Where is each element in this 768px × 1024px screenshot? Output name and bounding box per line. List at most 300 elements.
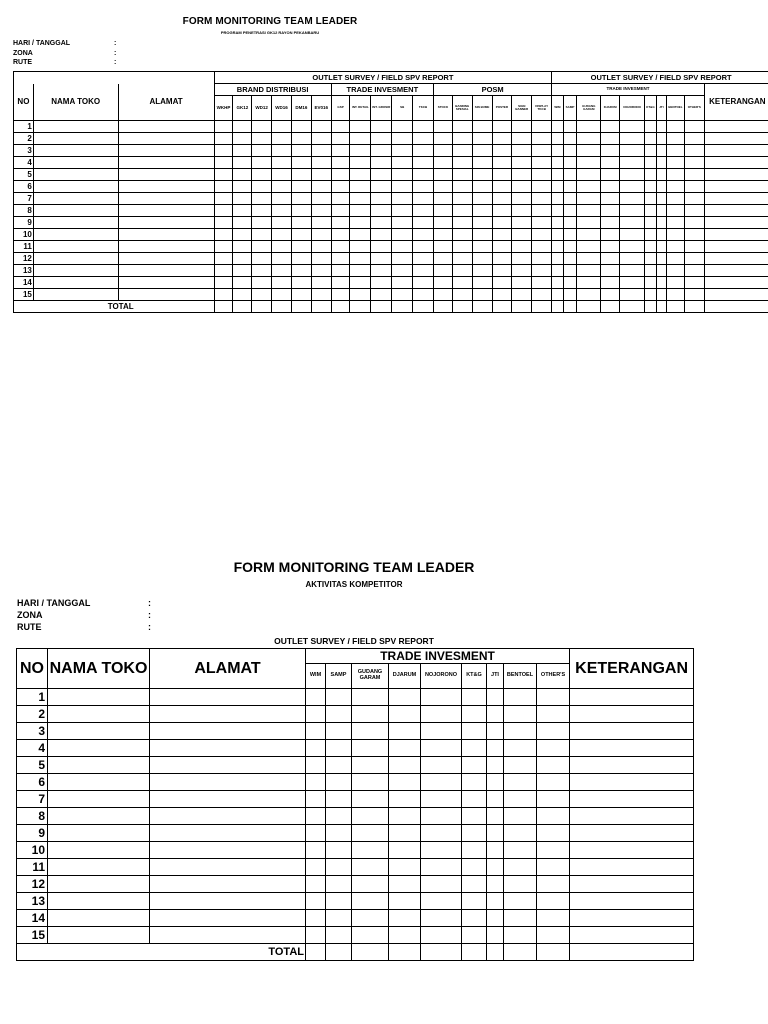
form1-cell[interactable]	[392, 217, 413, 229]
form1-cell[interactable]	[563, 205, 577, 217]
form1-cell[interactable]	[577, 253, 601, 265]
form1-cell[interactable]	[704, 253, 768, 265]
form1-cell[interactable]	[620, 217, 645, 229]
form1-cell[interactable]	[434, 217, 453, 229]
form1-cell[interactable]	[350, 145, 371, 157]
form1-cell[interactable]	[563, 133, 577, 145]
form1-cell[interactable]	[512, 133, 532, 145]
form2-cell[interactable]	[150, 774, 306, 791]
form1-cell[interactable]	[33, 133, 118, 145]
form1-cell[interactable]	[214, 157, 233, 169]
form2-cell[interactable]	[48, 893, 150, 910]
form1-cell[interactable]	[704, 289, 768, 301]
form1-cell[interactable]	[252, 229, 272, 241]
form1-cell[interactable]	[371, 205, 392, 217]
form1-cell[interactable]	[413, 121, 434, 133]
form1-cell[interactable]	[233, 205, 252, 217]
form2-cell[interactable]	[326, 910, 352, 927]
form1-cell[interactable]	[452, 169, 472, 181]
form1-cell[interactable]	[33, 157, 118, 169]
form1-cell[interactable]	[452, 253, 472, 265]
form1-cell[interactable]	[577, 157, 601, 169]
form1-cell[interactable]	[291, 265, 311, 277]
form1-cell[interactable]	[350, 217, 371, 229]
form1-cell[interactable]	[272, 253, 292, 265]
form1-cell[interactable]	[371, 241, 392, 253]
form2-cell[interactable]	[421, 757, 462, 774]
form1-cell[interactable]	[512, 205, 532, 217]
form1-cell[interactable]	[645, 169, 656, 181]
form1-cell[interactable]	[552, 277, 563, 289]
form2-cell[interactable]	[570, 723, 694, 740]
form1-cell[interactable]	[118, 157, 214, 169]
form1-cell[interactable]	[33, 145, 118, 157]
form2-cell[interactable]	[352, 689, 389, 706]
form2-cell[interactable]	[326, 893, 352, 910]
form2-cell[interactable]	[537, 825, 570, 842]
form2-cell[interactable]	[487, 723, 504, 740]
form1-cell[interactable]	[512, 241, 532, 253]
form1-cell[interactable]	[350, 181, 371, 193]
form1-cell[interactable]	[214, 145, 233, 157]
form1-total-cell[interactable]	[214, 301, 233, 313]
form2-cell[interactable]	[504, 774, 537, 791]
form1-cell[interactable]	[331, 229, 350, 241]
form2-cell[interactable]	[421, 740, 462, 757]
form1-cell[interactable]	[118, 169, 214, 181]
form1-cell[interactable]	[645, 253, 656, 265]
form2-cell[interactable]	[487, 706, 504, 723]
form1-cell[interactable]	[492, 193, 512, 205]
form1-cell[interactable]	[563, 169, 577, 181]
form2-cell[interactable]	[537, 859, 570, 876]
form1-cell[interactable]	[434, 133, 453, 145]
form1-cell[interactable]	[667, 253, 685, 265]
form2-cell[interactable]	[389, 825, 421, 842]
form1-cell[interactable]	[272, 205, 292, 217]
form1-cell[interactable]	[656, 181, 666, 193]
form1-cell[interactable]	[350, 205, 371, 217]
form1-cell[interactable]	[601, 229, 620, 241]
form1-cell[interactable]	[552, 241, 563, 253]
form2-cell[interactable]	[352, 774, 389, 791]
form1-cell[interactable]	[552, 205, 563, 217]
form1-cell[interactable]	[452, 277, 472, 289]
form1-cell[interactable]	[684, 181, 704, 193]
form1-cell[interactable]	[33, 277, 118, 289]
form1-cell[interactable]	[601, 181, 620, 193]
form2-cell[interactable]	[150, 927, 306, 944]
form2-cell[interactable]	[537, 791, 570, 808]
form2-cell[interactable]	[48, 706, 150, 723]
form1-cell[interactable]	[331, 265, 350, 277]
form2-cell[interactable]	[306, 842, 326, 859]
form1-cell[interactable]	[656, 121, 666, 133]
form2-cell[interactable]	[306, 876, 326, 893]
form1-total-cell[interactable]	[434, 301, 453, 313]
form1-cell[interactable]	[601, 241, 620, 253]
form1-cell[interactable]	[350, 265, 371, 277]
form1-cell[interactable]	[272, 277, 292, 289]
form2-cell[interactable]	[504, 842, 537, 859]
form1-cell[interactable]	[331, 253, 350, 265]
form2-cell[interactable]	[306, 689, 326, 706]
form1-cell[interactable]	[645, 241, 656, 253]
form2-cell[interactable]	[352, 791, 389, 808]
form1-total-cell[interactable]	[704, 301, 768, 313]
form2-cell[interactable]	[537, 876, 570, 893]
form2-cell[interactable]	[352, 876, 389, 893]
form1-cell[interactable]	[452, 241, 472, 253]
form1-cell[interactable]	[552, 193, 563, 205]
form1-cell[interactable]	[601, 121, 620, 133]
form1-cell[interactable]	[492, 229, 512, 241]
form1-cell[interactable]	[552, 121, 563, 133]
form1-cell[interactable]	[118, 145, 214, 157]
form1-cell[interactable]	[392, 289, 413, 301]
form1-cell[interactable]	[492, 289, 512, 301]
form2-cell[interactable]	[462, 910, 487, 927]
form1-cell[interactable]	[472, 277, 492, 289]
form1-cell[interactable]	[452, 145, 472, 157]
form2-cell[interactable]	[326, 757, 352, 774]
form1-cell[interactable]	[331, 157, 350, 169]
form1-total-cell[interactable]	[233, 301, 252, 313]
form1-cell[interactable]	[620, 229, 645, 241]
form1-total-cell[interactable]	[392, 301, 413, 313]
form1-cell[interactable]	[704, 181, 768, 193]
form1-cell[interactable]	[214, 121, 233, 133]
form1-cell[interactable]	[371, 277, 392, 289]
form2-cell[interactable]	[48, 859, 150, 876]
form1-cell[interactable]	[350, 277, 371, 289]
form2-cell[interactable]	[306, 859, 326, 876]
form1-cell[interactable]	[413, 253, 434, 265]
form2-cell[interactable]	[504, 825, 537, 842]
form1-cell[interactable]	[252, 133, 272, 145]
form1-cell[interactable]	[563, 253, 577, 265]
form1-cell[interactable]	[684, 277, 704, 289]
form2-cell[interactable]	[389, 740, 421, 757]
form1-cell[interactable]	[704, 205, 768, 217]
form1-cell[interactable]	[472, 157, 492, 169]
form1-cell[interactable]	[434, 193, 453, 205]
form1-cell[interactable]	[413, 145, 434, 157]
form1-cell[interactable]	[684, 289, 704, 301]
form1-cell[interactable]	[350, 133, 371, 145]
form2-cell[interactable]	[421, 774, 462, 791]
form2-cell[interactable]	[487, 876, 504, 893]
form2-cell[interactable]	[504, 706, 537, 723]
form1-cell[interactable]	[118, 181, 214, 193]
form2-cell[interactable]	[150, 723, 306, 740]
form2-total-cell[interactable]	[462, 944, 487, 961]
form1-cell[interactable]	[214, 205, 233, 217]
form2-cell[interactable]	[352, 757, 389, 774]
form1-total-cell[interactable]	[563, 301, 577, 313]
form1-cell[interactable]	[645, 121, 656, 133]
form2-cell[interactable]	[504, 808, 537, 825]
form1-cell[interactable]	[601, 157, 620, 169]
form1-cell[interactable]	[214, 241, 233, 253]
form1-cell[interactable]	[252, 241, 272, 253]
form1-cell[interactable]	[434, 241, 453, 253]
form1-cell[interactable]	[272, 121, 292, 133]
form2-cell[interactable]	[389, 723, 421, 740]
form1-cell[interactable]	[684, 217, 704, 229]
form1-cell[interactable]	[656, 145, 666, 157]
form2-cell[interactable]	[570, 825, 694, 842]
form1-cell[interactable]	[452, 157, 472, 169]
form1-cell[interactable]	[452, 205, 472, 217]
form2-cell[interactable]	[326, 723, 352, 740]
form2-cell[interactable]	[48, 910, 150, 927]
form2-cell[interactable]	[389, 757, 421, 774]
form2-cell[interactable]	[389, 706, 421, 723]
form2-cell[interactable]	[352, 927, 389, 944]
form2-cell[interactable]	[352, 808, 389, 825]
form1-cell[interactable]	[492, 181, 512, 193]
form2-cell[interactable]	[150, 893, 306, 910]
form2-cell[interactable]	[48, 927, 150, 944]
form1-cell[interactable]	[33, 289, 118, 301]
form1-cell[interactable]	[331, 289, 350, 301]
form1-cell[interactable]	[472, 265, 492, 277]
form1-cell[interactable]	[577, 241, 601, 253]
form1-cell[interactable]	[33, 229, 118, 241]
form1-cell[interactable]	[33, 121, 118, 133]
form1-cell[interactable]	[331, 205, 350, 217]
form1-cell[interactable]	[392, 265, 413, 277]
form1-cell[interactable]	[656, 241, 666, 253]
form1-cell[interactable]	[371, 157, 392, 169]
form2-cell[interactable]	[537, 893, 570, 910]
form1-cell[interactable]	[350, 193, 371, 205]
form2-total-cell[interactable]	[504, 944, 537, 961]
form1-cell[interactable]	[492, 145, 512, 157]
form2-cell[interactable]	[462, 893, 487, 910]
form1-cell[interactable]	[371, 145, 392, 157]
form1-cell[interactable]	[233, 229, 252, 241]
form1-cell[interactable]	[452, 229, 472, 241]
form1-cell[interactable]	[434, 157, 453, 169]
form1-cell[interactable]	[392, 133, 413, 145]
form1-cell[interactable]	[452, 193, 472, 205]
form1-cell[interactable]	[656, 265, 666, 277]
form1-cell[interactable]	[472, 229, 492, 241]
form1-cell[interactable]	[413, 193, 434, 205]
form1-cell[interactable]	[601, 265, 620, 277]
form1-cell[interactable]	[413, 229, 434, 241]
form1-cell[interactable]	[601, 217, 620, 229]
form1-cell[interactable]	[291, 157, 311, 169]
form1-cell[interactable]	[492, 277, 512, 289]
form1-cell[interactable]	[704, 193, 768, 205]
form2-cell[interactable]	[150, 757, 306, 774]
form2-cell[interactable]	[352, 859, 389, 876]
form1-cell[interactable]	[291, 205, 311, 217]
form2-cell[interactable]	[326, 791, 352, 808]
form1-cell[interactable]	[656, 277, 666, 289]
form1-cell[interactable]	[331, 169, 350, 181]
form1-cell[interactable]	[272, 169, 292, 181]
form1-cell[interactable]	[563, 277, 577, 289]
form1-cell[interactable]	[413, 133, 434, 145]
form1-cell[interactable]	[291, 181, 311, 193]
form1-cell[interactable]	[434, 205, 453, 217]
form2-cell[interactable]	[150, 859, 306, 876]
form1-cell[interactable]	[577, 229, 601, 241]
form1-cell[interactable]	[563, 265, 577, 277]
form1-cell[interactable]	[272, 265, 292, 277]
form1-cell[interactable]	[33, 217, 118, 229]
form2-cell[interactable]	[48, 740, 150, 757]
form1-cell[interactable]	[601, 205, 620, 217]
form2-cell[interactable]	[150, 808, 306, 825]
form1-cell[interactable]	[214, 289, 233, 301]
form1-cell[interactable]	[645, 181, 656, 193]
form1-cell[interactable]	[667, 133, 685, 145]
form1-cell[interactable]	[532, 145, 552, 157]
form2-cell[interactable]	[570, 876, 694, 893]
form1-cell[interactable]	[371, 133, 392, 145]
form1-cell[interactable]	[371, 289, 392, 301]
form1-cell[interactable]	[512, 253, 532, 265]
form1-cell[interactable]	[620, 181, 645, 193]
form1-cell[interactable]	[311, 229, 331, 241]
form1-cell[interactable]	[33, 241, 118, 253]
form1-total-cell[interactable]	[331, 301, 350, 313]
form1-cell[interactable]	[452, 121, 472, 133]
form1-cell[interactable]	[512, 193, 532, 205]
form1-cell[interactable]	[620, 253, 645, 265]
form1-cell[interactable]	[704, 229, 768, 241]
form2-cell[interactable]	[352, 740, 389, 757]
form1-cell[interactable]	[434, 229, 453, 241]
form1-cell[interactable]	[331, 145, 350, 157]
form2-cell[interactable]	[48, 723, 150, 740]
form2-cell[interactable]	[487, 740, 504, 757]
form1-cell[interactable]	[33, 193, 118, 205]
form1-cell[interactable]	[532, 217, 552, 229]
form1-cell[interactable]	[667, 289, 685, 301]
form1-total-cell[interactable]	[512, 301, 532, 313]
form1-cell[interactable]	[118, 217, 214, 229]
form1-cell[interactable]	[620, 193, 645, 205]
form1-cell[interactable]	[118, 205, 214, 217]
form1-total-cell[interactable]	[620, 301, 645, 313]
form1-cell[interactable]	[512, 229, 532, 241]
form1-cell[interactable]	[272, 145, 292, 157]
form1-cell[interactable]	[272, 217, 292, 229]
form1-cell[interactable]	[331, 133, 350, 145]
form1-cell[interactable]	[311, 265, 331, 277]
form1-cell[interactable]	[563, 289, 577, 301]
form2-cell[interactable]	[462, 859, 487, 876]
form2-cell[interactable]	[421, 825, 462, 842]
form2-total-cell[interactable]	[487, 944, 504, 961]
form1-cell[interactable]	[413, 169, 434, 181]
form1-cell[interactable]	[413, 181, 434, 193]
form1-cell[interactable]	[512, 157, 532, 169]
form1-cell[interactable]	[684, 157, 704, 169]
form1-cell[interactable]	[620, 169, 645, 181]
form1-cell[interactable]	[704, 121, 768, 133]
form1-cell[interactable]	[33, 205, 118, 217]
form1-total-cell[interactable]	[601, 301, 620, 313]
form1-cell[interactable]	[620, 289, 645, 301]
form2-cell[interactable]	[48, 757, 150, 774]
form1-cell[interactable]	[233, 133, 252, 145]
form2-cell[interactable]	[150, 842, 306, 859]
form1-cell[interactable]	[656, 253, 666, 265]
form1-cell[interactable]	[392, 121, 413, 133]
form1-cell[interactable]	[252, 253, 272, 265]
form2-cell[interactable]	[462, 774, 487, 791]
form1-cell[interactable]	[413, 157, 434, 169]
form1-cell[interactable]	[214, 277, 233, 289]
form2-cell[interactable]	[487, 774, 504, 791]
form2-cell[interactable]	[462, 757, 487, 774]
form1-total-cell[interactable]	[472, 301, 492, 313]
form1-cell[interactable]	[532, 229, 552, 241]
form2-cell[interactable]	[326, 774, 352, 791]
form2-cell[interactable]	[504, 757, 537, 774]
form1-cell[interactable]	[413, 277, 434, 289]
form1-cell[interactable]	[371, 121, 392, 133]
form1-cell[interactable]	[233, 121, 252, 133]
form2-cell[interactable]	[570, 706, 694, 723]
form2-cell[interactable]	[389, 893, 421, 910]
form2-cell[interactable]	[150, 825, 306, 842]
form1-total-cell[interactable]	[656, 301, 666, 313]
form2-total-cell[interactable]	[306, 944, 326, 961]
form2-cell[interactable]	[389, 927, 421, 944]
form2-cell[interactable]	[570, 757, 694, 774]
form1-cell[interactable]	[645, 145, 656, 157]
form2-cell[interactable]	[421, 893, 462, 910]
form1-cell[interactable]	[233, 181, 252, 193]
form2-cell[interactable]	[352, 842, 389, 859]
form1-cell[interactable]	[656, 133, 666, 145]
form1-cell[interactable]	[577, 145, 601, 157]
form1-cell[interactable]	[413, 241, 434, 253]
form2-cell[interactable]	[48, 842, 150, 859]
form2-cell[interactable]	[150, 740, 306, 757]
form2-cell[interactable]	[306, 723, 326, 740]
form2-cell[interactable]	[306, 910, 326, 927]
form1-cell[interactable]	[704, 265, 768, 277]
form2-cell[interactable]	[537, 706, 570, 723]
form2-cell[interactable]	[421, 706, 462, 723]
form1-cell[interactable]	[552, 253, 563, 265]
form1-cell[interactable]	[331, 193, 350, 205]
form1-cell[interactable]	[645, 229, 656, 241]
form1-cell[interactable]	[620, 157, 645, 169]
form1-cell[interactable]	[577, 265, 601, 277]
form1-total-cell[interactable]	[413, 301, 434, 313]
form1-cell[interactable]	[620, 277, 645, 289]
form1-cell[interactable]	[563, 157, 577, 169]
form1-cell[interactable]	[252, 265, 272, 277]
form1-cell[interactable]	[252, 277, 272, 289]
form1-total-cell[interactable]	[577, 301, 601, 313]
form2-cell[interactable]	[389, 859, 421, 876]
form1-cell[interactable]	[492, 121, 512, 133]
form2-cell[interactable]	[487, 808, 504, 825]
form1-cell[interactable]	[214, 169, 233, 181]
form1-cell[interactable]	[233, 157, 252, 169]
